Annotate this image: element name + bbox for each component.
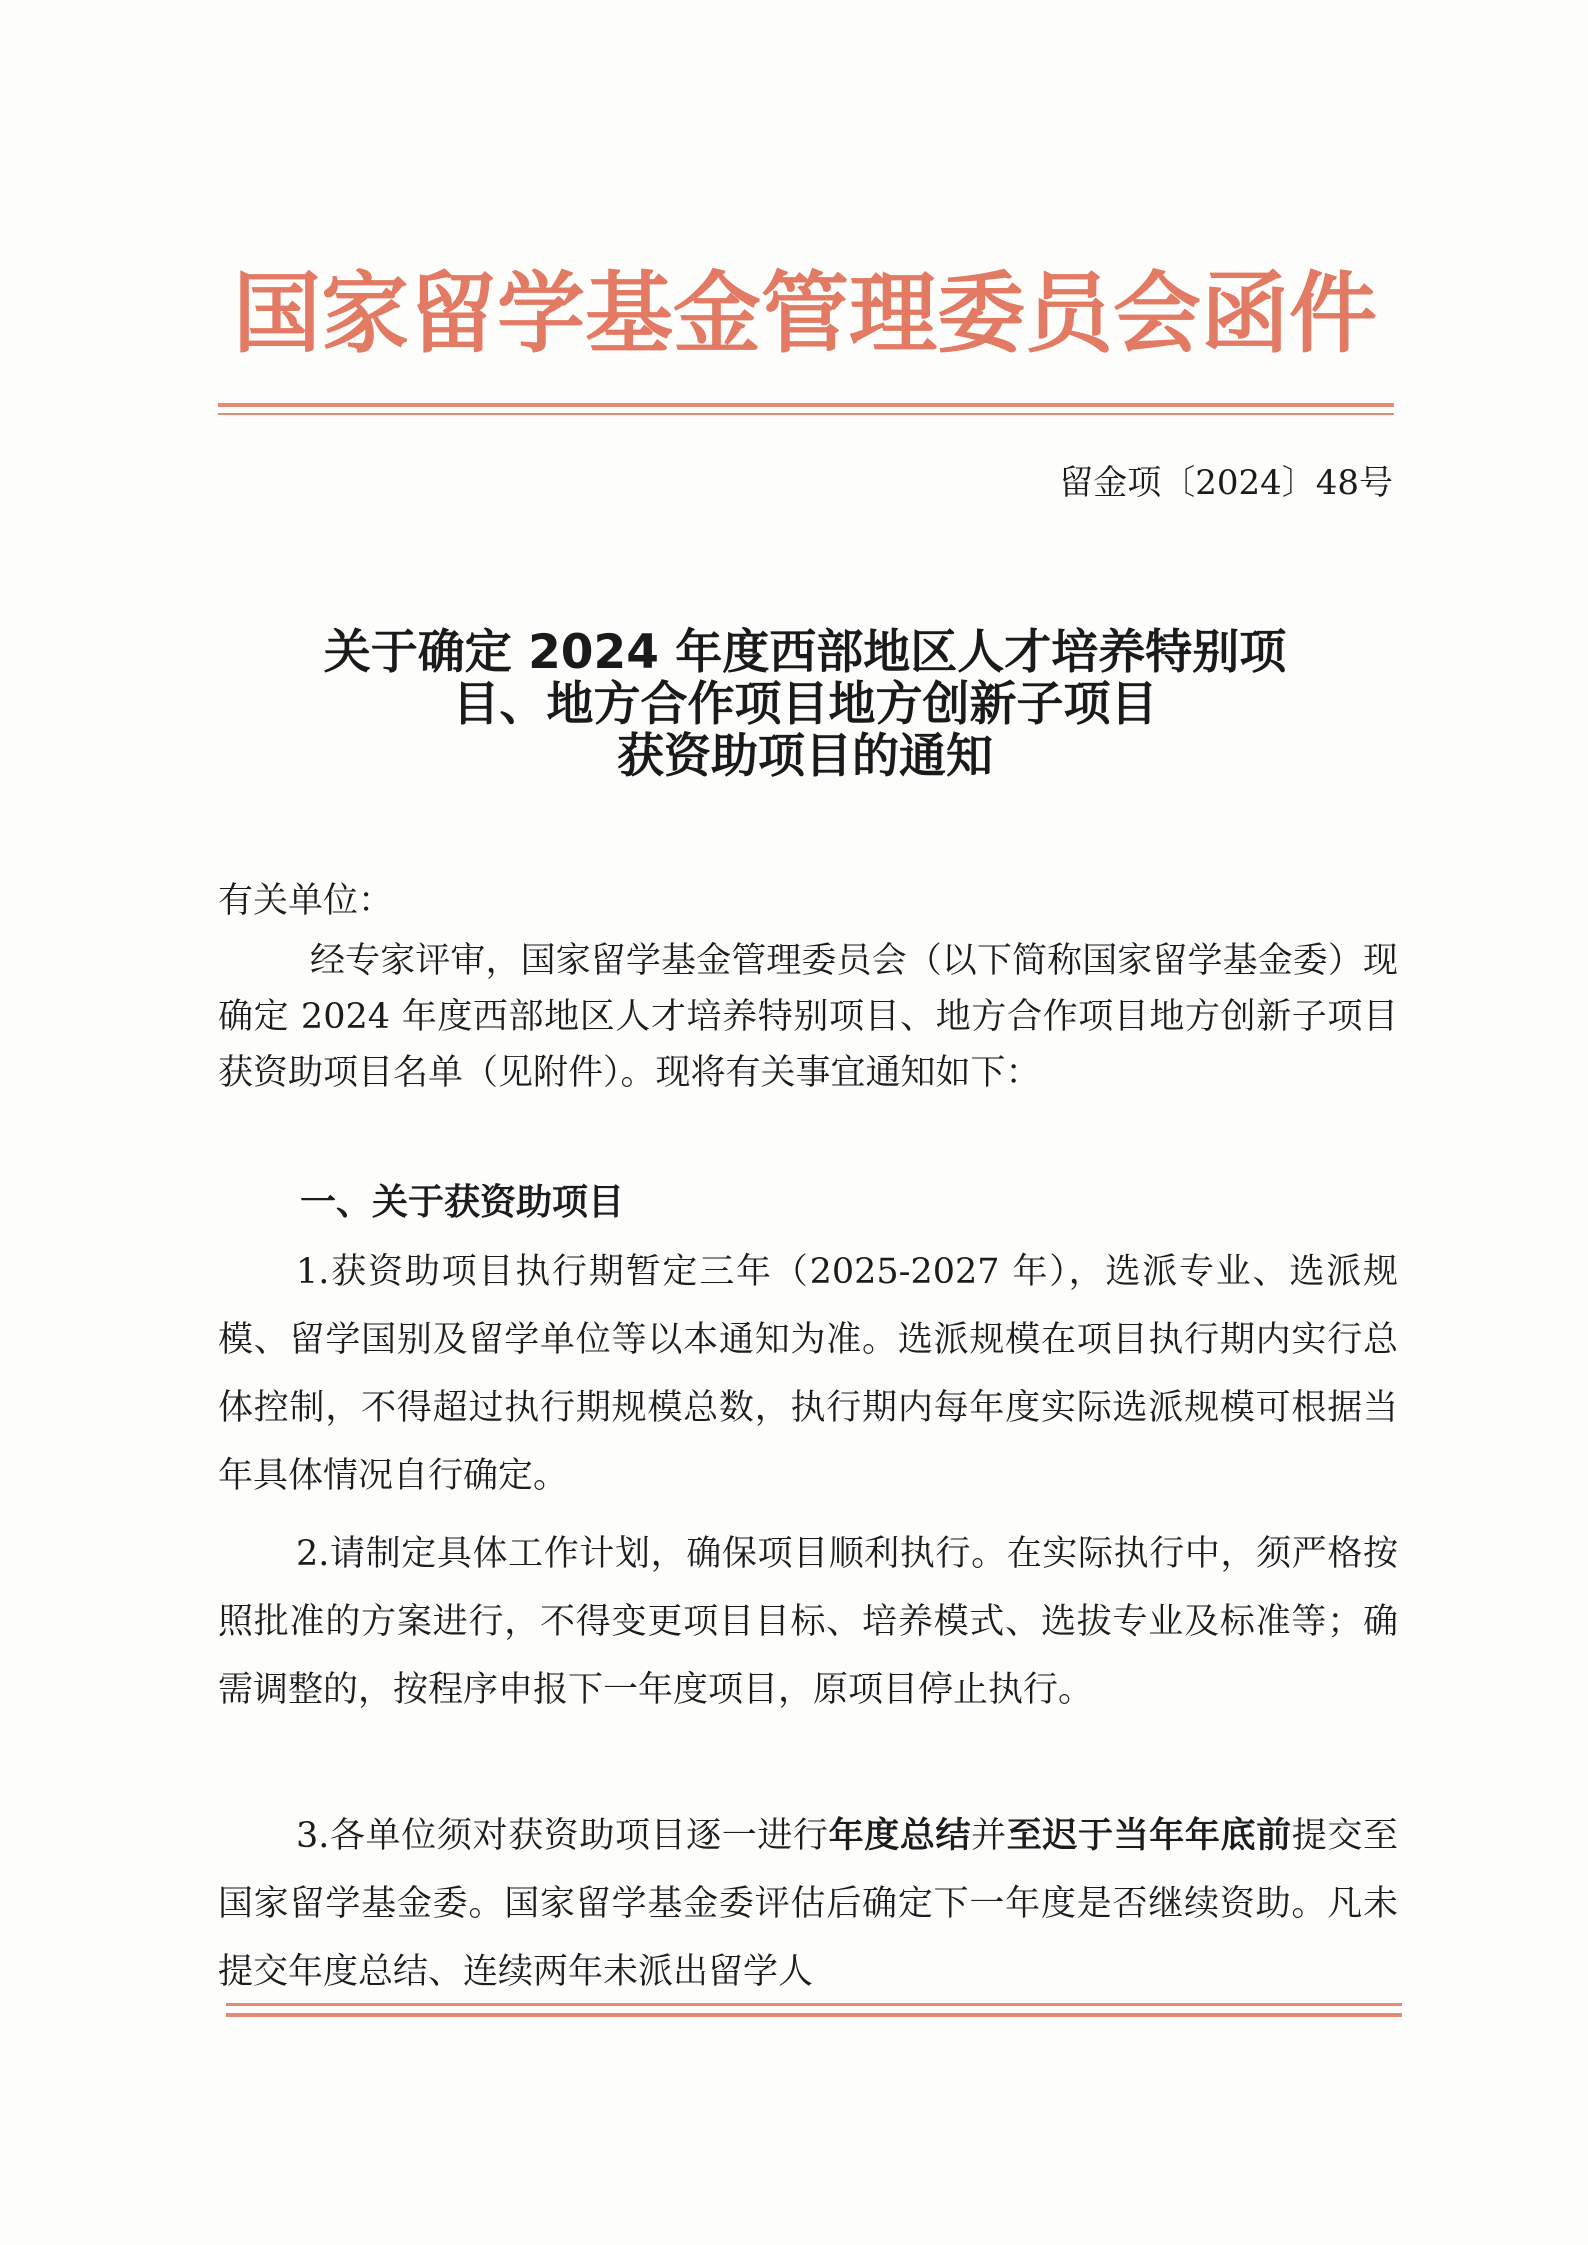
item-3-text-b: 并 xyxy=(971,1816,1007,1856)
notice-title-line-3: 获资助项目的通知 xyxy=(617,729,993,784)
letterhead-title: 国家留学基金管理委员会函件 xyxy=(232,261,1377,365)
item-3-emphasis-annual-summary: 年度总结 xyxy=(828,1815,972,1856)
footer-rule-thin xyxy=(226,2003,1402,2006)
item-3-text-c: 提交至国家留学基金委。国家留学基金委评估后确定下一年度是否继续资助。凡未提交年度总结、连续两年未派出留学人 xyxy=(218,1816,1398,1992)
document-number: 留金项〔2024〕48号 xyxy=(1059,463,1393,503)
header-rule-thin xyxy=(218,413,1394,415)
item-3-paragraph xyxy=(218,1802,1398,2006)
intro-paragraph: 经专家评审，国家留学基金管理委员会（以下简称国家留学基金委）现确定 2024 年度西部地区人才培养特别项目、地方合作项目地方创新子项目获资助项目名单（见附件）。现将有关事宜通知如下： xyxy=(218,941,1398,1093)
notice-title-line-2: 目、地方合作项目地方创新子项目 xyxy=(452,677,1158,732)
item-1-paragraph: 1.获资助项目执行期暂定三年（2025-2027 年），选派专业、选派规模、留学国别及留学单位等以本通知为准。选派规模在项目执行期内实行总体控制，不得超过执行期规模总数，执行期内每年度实际选派规模可根据当年具体情况自行确定。 xyxy=(218,1252,1398,1496)
notice-title-line-1: 关于确定 2024 年度西部地区人才培养特别项 xyxy=(323,625,1287,680)
header-rule-thick xyxy=(218,403,1394,407)
item-2-paragraph: 2.请制定具体工作计划，确保项目顺利执行。在实际执行中，须严格按照批准的方案进行，不得变更项目目标、培养模式、选拔专业及标准等；确需调整的，按程序申报下一年度项目，原项目停止执行。 xyxy=(218,1534,1398,1710)
notice-title xyxy=(210,627,1400,783)
item-3-emphasis-deadline: 至迟于当年年底前 xyxy=(1006,1815,1292,1856)
section-1-heading: 一、关于获资助项目 xyxy=(300,1182,625,1223)
item-3-text-a: 3.各单位须对获资助项目逐一进行 xyxy=(296,1816,829,1856)
footer-rule-thick xyxy=(226,2013,1402,2017)
salutation: 有关单位： xyxy=(218,881,394,921)
